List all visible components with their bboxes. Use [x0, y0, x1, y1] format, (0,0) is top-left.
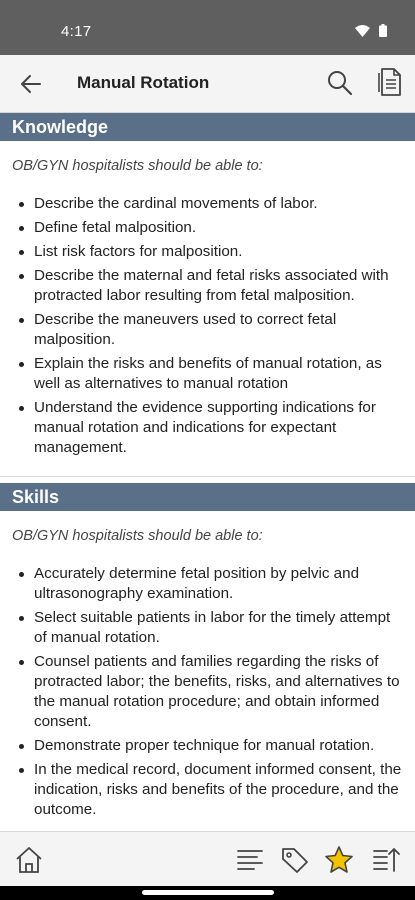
section-intro: OB/GYN hospitalists should be able to:	[12, 158, 263, 174]
section-header: Knowledge	[0, 113, 415, 141]
back-arrow-icon[interactable]	[18, 71, 44, 97]
section-divider	[0, 462, 415, 477]
list-item: List risk factors for malposition.	[34, 242, 403, 262]
page-title: Manual Rotation	[77, 73, 210, 92]
section-header: Skills	[0, 483, 415, 511]
battery-icon	[379, 24, 387, 37]
tag-icon[interactable]	[280, 845, 310, 875]
favorite-star-icon[interactable]	[324, 845, 354, 875]
app-bar	[0, 55, 415, 113]
list-item: Select suitable patients in labor for the timely attempt of manual rotation.	[34, 608, 403, 648]
list-item: In the medical record, document informed consent, the indication, risks and benefits of the procedure, and the outcome.	[34, 761, 402, 818]
list-item: Understand the evidence supporting indications for manual rotation and indications for expectant management.	[34, 398, 403, 458]
list-item: Accurately determine fetal position by pelvic and ultrasonography examination.	[34, 564, 403, 604]
section-skills	[0, 483, 415, 820]
list-item: Describe the maneuvers used to correct fetal malposition.	[34, 310, 403, 350]
list-item: Describe the maternal and fetal risks associated with protracted labor resulting from fetal malposition.	[34, 266, 403, 306]
bottom-toolbar	[0, 831, 415, 887]
list-item: Define fetal malposition.	[34, 218, 403, 238]
system-navigation-bar	[0, 886, 415, 900]
list-item: Explain the risks and benefits of manual rotation, as well as alternatives to manual rotation	[34, 354, 403, 394]
list-item: Counsel patients and families regarding the risks of protracted labor; the benefits, risks, and alternatives to the manual rotation procedure; and obtain informed consent.	[34, 652, 403, 732]
document-list-icon[interactable]	[377, 67, 403, 97]
contents-list-icon[interactable]	[235, 845, 265, 875]
history-list-icon[interactable]	[371, 845, 401, 875]
status-time: 4:17	[61, 23, 92, 40]
content-area[interactable]	[0, 113, 415, 831]
status-bar	[0, 0, 415, 55]
list-item: Describe the cardinal movements of labor.	[34, 194, 403, 214]
knowledge-list	[0, 194, 415, 458]
home-gesture-handle[interactable]	[142, 890, 274, 895]
section-knowledge	[0, 113, 415, 477]
status-icons	[355, 24, 387, 37]
section-intro: OB/GYN hospitalists should be able to:	[12, 528, 263, 544]
home-icon[interactable]	[14, 845, 44, 875]
search-icon[interactable]	[326, 69, 354, 97]
wifi-icon	[355, 25, 370, 37]
skills-list	[0, 564, 415, 820]
list-item: Demonstrate proper technique for manual rotation.	[34, 736, 403, 756]
